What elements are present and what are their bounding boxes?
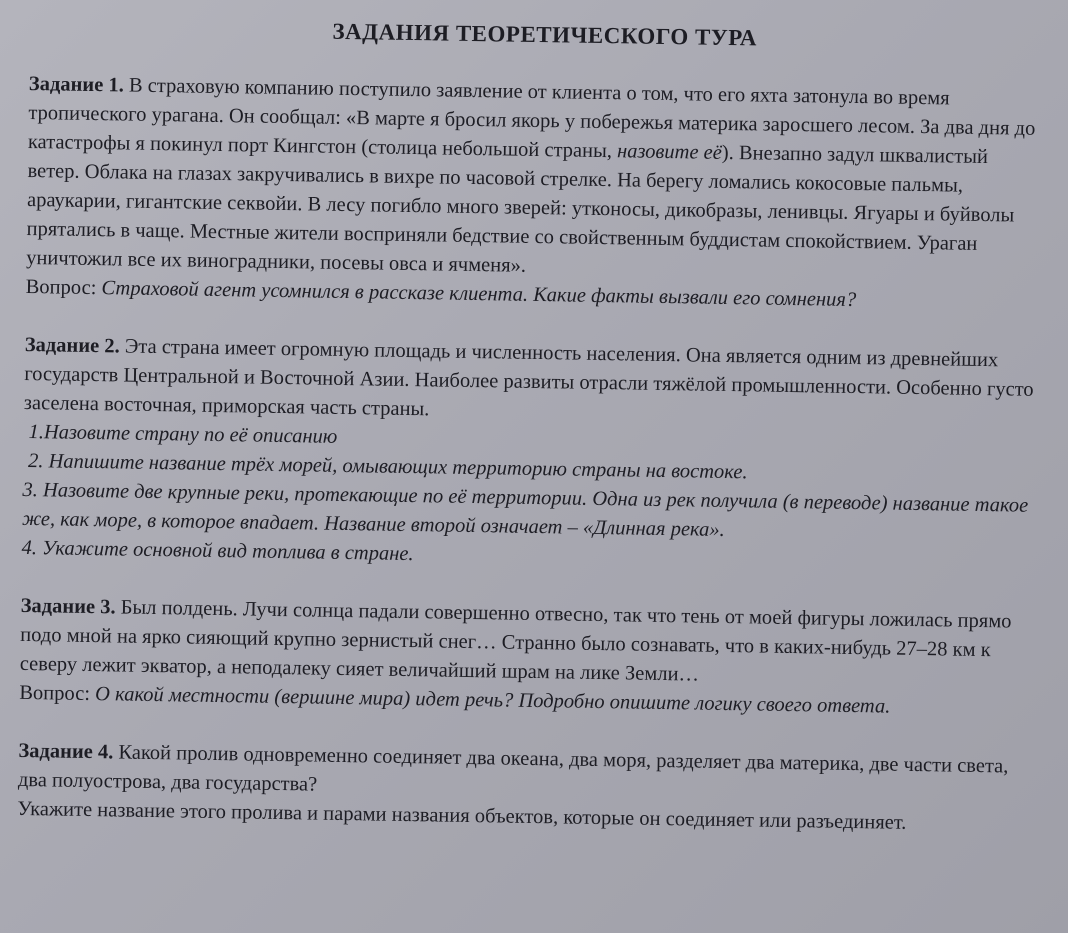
task-3-question: О какой местности (вершине мира) идет речь? Подробно опишите логику своего ответа. (94, 683, 891, 718)
task-2-item-4: 4. Укажите основной вид топлива в стране. (21, 536, 414, 566)
task-2-text: Эта страна имеет огромную площадь и численность населения. Она является одним из древнейших государств Центральной и Восточной Азии. Наиболее развиты отрасли тяжёлой промышленности. Особенно густо заселена восточная, приморская часть страны. (23, 335, 1034, 421)
task-2-item-2: 2. Напишите название трёх морей, омывающих территорию страны на востоке. (22, 449, 748, 484)
page-title: ЗАДАНИЯ ТЕОРЕТИЧЕСКОГО ТУРА (332, 18, 758, 51)
task-4-text-2: Укажите название этого пролива и парами названия объектов, которые он соединяет или разъединяет. (17, 797, 907, 834)
task-1-question: Страховой агент усомнился в рассказе клиента. Какие факты вызвали его сомнения? (101, 277, 857, 312)
task-3-label: Задание 3. (20, 594, 116, 619)
task-4-text: Какой пролив одновременно соединяет два океана, два моря, разделяет два материка, две части света, два полуострова, два государства? (17, 741, 1009, 796)
task-4 (17, 737, 1028, 840)
task-3 (19, 592, 1031, 724)
task-3-question-prefix: Вопрос: (19, 681, 96, 706)
task-1-body (26, 70, 1039, 289)
task-1 (25, 70, 1039, 318)
task-1-text-italic: назовите её (616, 140, 723, 164)
task-2-item-1: 1.Назовите страну по её описанию (23, 420, 338, 448)
task-4-label: Задание 4. (18, 739, 114, 764)
task-2-label: Задание 2. (24, 333, 120, 358)
task-1-question-prefix: Вопрос: (25, 275, 102, 300)
task-2-body (24, 331, 1035, 434)
task-1-text-b: ). Внезапно задул шквалистый ветер. Облака на глазах закручивались в вихре по часовой стрелке. На берегу ломались кокосовые пальмы, араукарии, гигантские секвойи. В лесу погибло много зверей: утконосы, дикобразы, ленивцы. Ягуары и буйволы прятались в чаще. Местные жители восприняли бедствие со свойственным буддистам спокойствием. Ураган уничтожил все их виноградники, посевы овса и ячменя». (25, 141, 1015, 277)
document-sheet (17, 14, 1040, 869)
task-1-label: Задание 1. (28, 72, 124, 97)
task-3-body (20, 592, 1031, 695)
task-2-item-3: 3. Назовите две крупные реки, протекающие по её территории. Одна из рек получила (в переводе) название такое же, как море, в которое впадает. Название второй означает – «Длинная река». (21, 478, 1029, 541)
task-1-text-a: В страховую компанию поступило заявление от клиента о том, что его яхта затонула во время тропического урагана. Он сообщал: «В марте я бросил якорь у побережья материка заросшего лесом. За два дня до катастрофы я покинул порт Кингстон (столица небольшой страны, (27, 74, 1036, 163)
task-3-text: Был полдень. Лучи солнца падали совершенно отвесно, так что тень от моей фигуры ложилась прямо подо мной на ярко сияющий крупно зернистый снег… Странно было сознавать, что в каких-нибудь 27–28 км к северу лежит экватор, а неподалеку сияет величайший шрам на лике Земли… (19, 596, 1012, 686)
task-2 (21, 331, 1035, 579)
